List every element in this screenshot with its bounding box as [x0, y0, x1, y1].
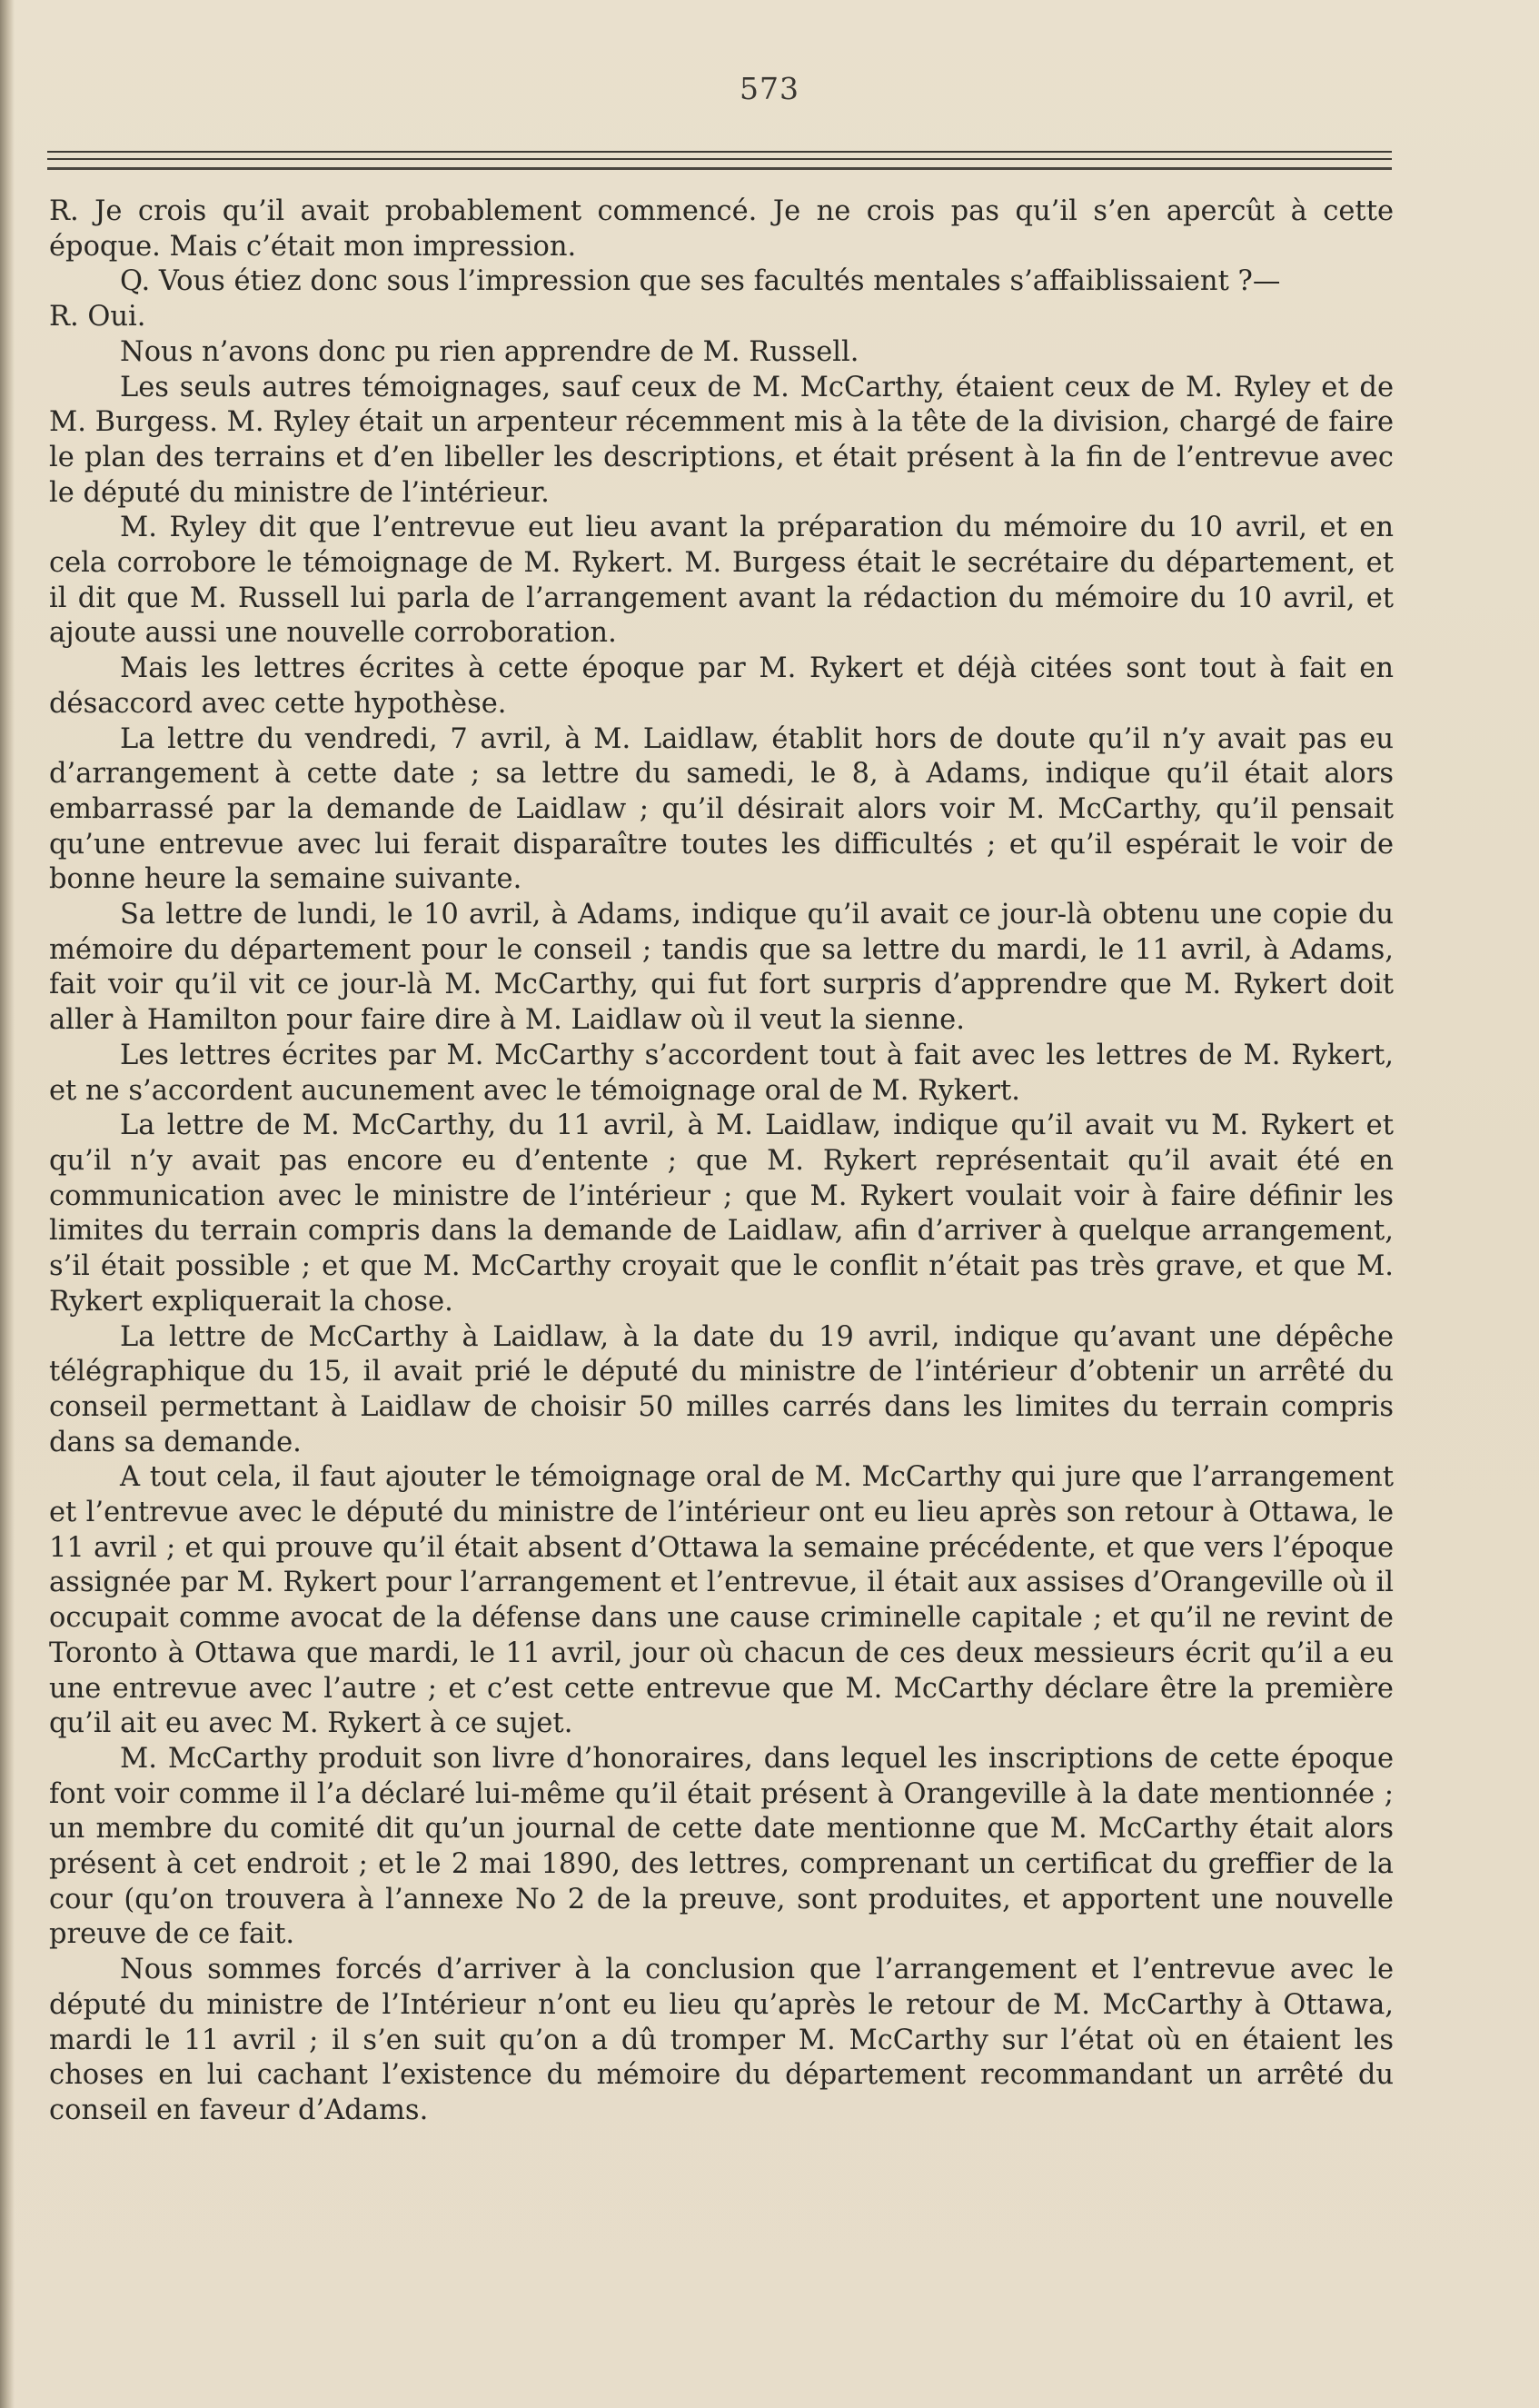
paragraph: Les lettres écrites par M. McCarthy s’accordent tout à fait avec les lettres de M. Rykert, et ne s’accordent aucunement avec le témoignage oral de M. Rykert.: [49, 1039, 1394, 1107]
paragraph: Les seuls autres témoignages, sauf ceux de M. McCarthy, étaient ceux de M. Ryley et de M. Burgess. M. Ryley était un arpenteur récemment mis à la tête de la division, chargé de faire le plan des terrains et d’en libeller les descriptions, et était présent à la fin de l’entrevue avec le député du ministre de l’intérieur.: [49, 371, 1394, 509]
paragraph: La lettre du vendredi, 7 avril, à M. Laidlaw, établit hors de doute qu’il n’y avait pas eu d’arrangement à cette date ; sa lettre du samedi, le 8, à Adams, indique qu’il était alors embarrassé par la demande de Laidlaw ; qu’il désirait alors voir M. McCarthy, qu’il pensait qu’une entrevue avec lui ferait disparaître toutes les difficultés ; et qu’il espérait le voir de bonne heure la semaine suivante.: [49, 722, 1394, 896]
paragraph: Mais les lettres écrites à cette époque par M. Rykert et déjà citées sont tout à fait en désaccord avec cette hypothèse.: [49, 652, 1394, 720]
paragraph: A tout cela, il faut ajouter le témoignage oral de M. McCarthy qui jure que l’arrangement et l’entrevue avec le député du ministre de l’intérieur ont eu lieu après son retour à Ottawa, le 11 avril ; et qui prouve qu’il était absent d’Ottawa la semaine précédente, et que vers l’époque assignée par M. Rykert pour l’arrangement et l’entrevue, il était aux assises d’Orangeville où il occupait comme avocat de la défense dans une cause criminelle capitale ; et qu’il ne revint de Toronto à Ottawa que mardi, le 11 avril, jour où chacun de ces deux messieurs écrit qu’il a eu une entrevue avec l’autre ; et c’est cette entrevue que M. McCarthy déclare être la première qu’il ait eu avec M. Rykert à ce sujet.: [49, 1461, 1394, 1740]
binding-edge-shadow: [0, 0, 15, 2408]
paragraph: Nous sommes forcés d’arriver à la conclusion que l’arrangement et l’entrevue avec le député du ministre de l’Intérieur n’ont eu lieu qu’après le retour de M. McCarthy à Ottawa, mardi le 11 avril ; il s’en suit qu’on a dû tromper M. McCarthy sur l’état où en étaient les choses en lui cachant l’existence du mémoire du département recommandant un arrêté du conseil en faveur d’Adams.: [49, 1954, 1394, 2126]
paragraph: La lettre de McCarthy à Laidlaw, à la date du 19 avril, indique qu’avant une dépêche télégraphique du 15, il avait prié le député du ministre de l’intérieur d’obtenir un arrêté du conseil permettant à Laidlaw de choisir 50 milles carrés dans les limites du terrain compris dans sa demande.: [49, 1320, 1394, 1458]
paragraph: Nous n’avons donc pu rien apprendre de M. Russell.: [120, 335, 859, 368]
header-rule-middle: [47, 158, 1392, 160]
paragraph: Sa lettre de lundi, le 10 avril, à Adams, indique qu’il avait ce jour-là obtenu une copie du mémoire du département pour le conseil ; tandis que sa lettre du mardi, le 11 avril, à Adams, fait voir qu’il vit ce jour-là M. McCarthy, qui fut fort surpris d’apprendre que M. Rykert doit aller à Hamilton pour faire dire à M. Laidlaw où il veut la sienne.: [49, 899, 1394, 1037]
paragraph: M. McCarthy produit son livre d’honoraires, dans lequel les inscriptions de cette époque font voir comme il l’a déclaré lui-même qu’il était présent à Orangeville à la date mentionnée ; un membre du comité dit qu’un journal de cette date mentionne que M. McCarthy était alors présent à cet endroit ; et le 2 mai 1890, des lettres, comprenant un certificat du greffier de la cour (qu’on trouvera à l’annexe No 2 de la preuve, sont produites, et apportent une nouvelle preuve de ce fait.: [49, 1742, 1394, 1951]
paragraph: La lettre de M. McCarthy, du 11 avril, à M. Laidlaw, indique qu’il avait vu M. Rykert et qu’il n’y avait pas encore eu d’entente ; que M. Rykert représentait qu’il avait été en communication avec le ministre de l’intérieur ; que M. Rykert voulait voir à faire définir les limites du terrain compris dans la demande de Laidlaw, afin d’arriver à quelque arrangement, s’il était possible ; et que M. McCarthy croyait que le conflit n’était pas très grave, et que M. Rykert expliquerait la chose.: [49, 1109, 1394, 1318]
paragraph: Q. Vous étiez donc sous l’impression que ses facultés mentales s’affaiblissaient ?—: [120, 265, 1281, 298]
paragraph: R. Je crois qu’il avait probablement commencé. Je ne crois pas qu’il s’en apercût à cette époque. Mais c’était mon impression.: [49, 195, 1394, 263]
header-rule-top: [47, 151, 1392, 153]
header-rule-bottom: [47, 167, 1392, 170]
paragraph: R. Oui.: [49, 301, 146, 333]
page-number: 573: [740, 71, 799, 106]
paragraph: M. Ryley dit que l’entrevue eut lieu avant la préparation du mémoire du 10 avril, et en cela corrobore le témoignage de M. Rykert. M. Burgess était le secrétaire du département, et il dit que M. Russell lui parla de l’arrangement avant la rédaction du mémoire du 10 avril, et ajoute aussi une nouvelle corroboration.: [49, 512, 1394, 650]
body-text: [49, 194, 1394, 2129]
